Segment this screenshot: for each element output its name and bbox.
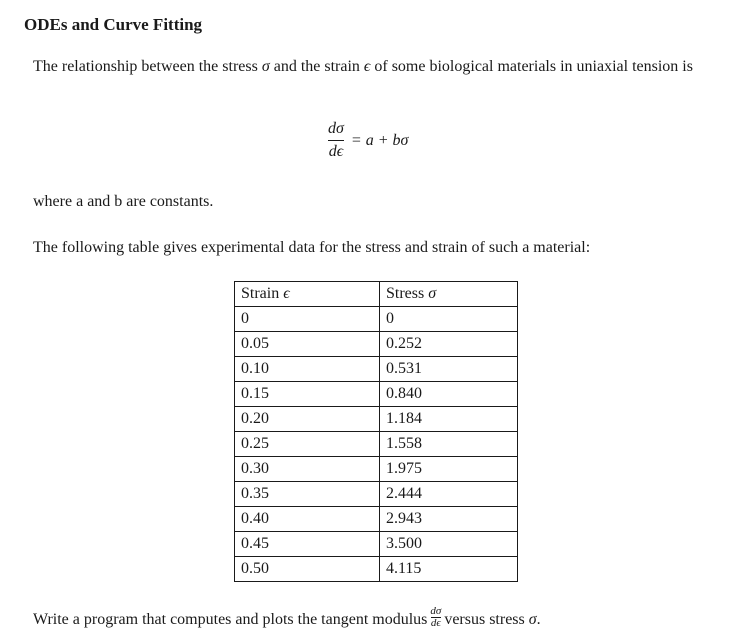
intro-text-3: of some biological materials in uniaxial tension is	[370, 58, 693, 75]
sigma-symbol: σ	[261, 58, 270, 75]
task-text-1: Write a program that computes and plots the tangent modulus	[33, 611, 428, 628]
differential-equation	[327, 119, 408, 162]
intro-paragraph	[33, 55, 733, 79]
table-row	[235, 357, 518, 382]
tangent-modulus-fraction	[430, 606, 441, 629]
task-text-2: versus stress	[444, 611, 529, 628]
stress-header-label: Stress	[386, 285, 425, 302]
table-row	[235, 532, 518, 557]
stress-cell: 4.115	[380, 557, 518, 582]
task-paragraph	[33, 604, 541, 632]
stress-header-symbol: σ	[428, 285, 437, 302]
equation-denominator: dϵ	[328, 140, 344, 162]
table-row	[235, 307, 518, 332]
strain-cell: 0.10	[235, 357, 380, 382]
strain-cell: 0.30	[235, 457, 380, 482]
task-frac-numerator: dσ	[430, 604, 442, 617]
strain-cell: 0.50	[235, 557, 380, 582]
table-row	[235, 382, 518, 407]
task-sigma-symbol: σ	[528, 611, 537, 628]
stress-cell: 1.558	[380, 432, 518, 457]
stress-header	[380, 282, 518, 307]
table-row	[235, 432, 518, 457]
table-intro: The following table gives experimental data for the stress and strain of such a material:	[33, 239, 591, 256]
task-frac-denominator: dϵ	[430, 616, 441, 629]
constants-note: where a and b are constants.	[33, 193, 214, 210]
strain-cell: 0.20	[235, 407, 380, 432]
epsilon-symbol: ϵ	[363, 58, 371, 75]
derivative-fraction	[327, 119, 345, 162]
strain-header-label: Strain	[241, 285, 280, 302]
table-body	[235, 307, 518, 582]
intro-text-1: The relationship between the stress	[33, 58, 262, 75]
strain-header	[235, 282, 380, 307]
table-header-row	[235, 282, 518, 307]
stress-cell: 0.252	[380, 332, 518, 357]
stress-cell: 1.184	[380, 407, 518, 432]
table-row	[235, 557, 518, 582]
equation-numerator: dσ	[328, 120, 344, 137]
intro-text-2: and the strain	[269, 58, 364, 75]
document-title: ODEs and Curve Fitting	[24, 15, 203, 34]
stress-cell: 3.500	[380, 532, 518, 557]
stress-strain-table	[234, 281, 518, 582]
strain-cell: 0	[235, 307, 380, 332]
strain-cell: 0.45	[235, 532, 380, 557]
table-row	[235, 482, 518, 507]
strain-cell: 0.15	[235, 382, 380, 407]
strain-cell: 0.05	[235, 332, 380, 357]
strain-cell: 0.35	[235, 482, 380, 507]
strain-cell: 0.25	[235, 432, 380, 457]
stress-cell: 0	[380, 307, 518, 332]
equation-rhs: = a + bσ	[350, 131, 409, 149]
stress-cell: 0.531	[380, 357, 518, 382]
stress-cell: 2.943	[380, 507, 518, 532]
strain-header-symbol: ϵ	[283, 285, 290, 302]
table-row	[235, 407, 518, 432]
stress-cell: 2.444	[380, 482, 518, 507]
stress-cell: 1.975	[380, 457, 518, 482]
table-row	[235, 507, 518, 532]
task-period: .	[536, 611, 541, 628]
stress-cell: 0.840	[380, 382, 518, 407]
strain-cell: 0.40	[235, 507, 380, 532]
table-row	[235, 457, 518, 482]
table-row	[235, 332, 518, 357]
